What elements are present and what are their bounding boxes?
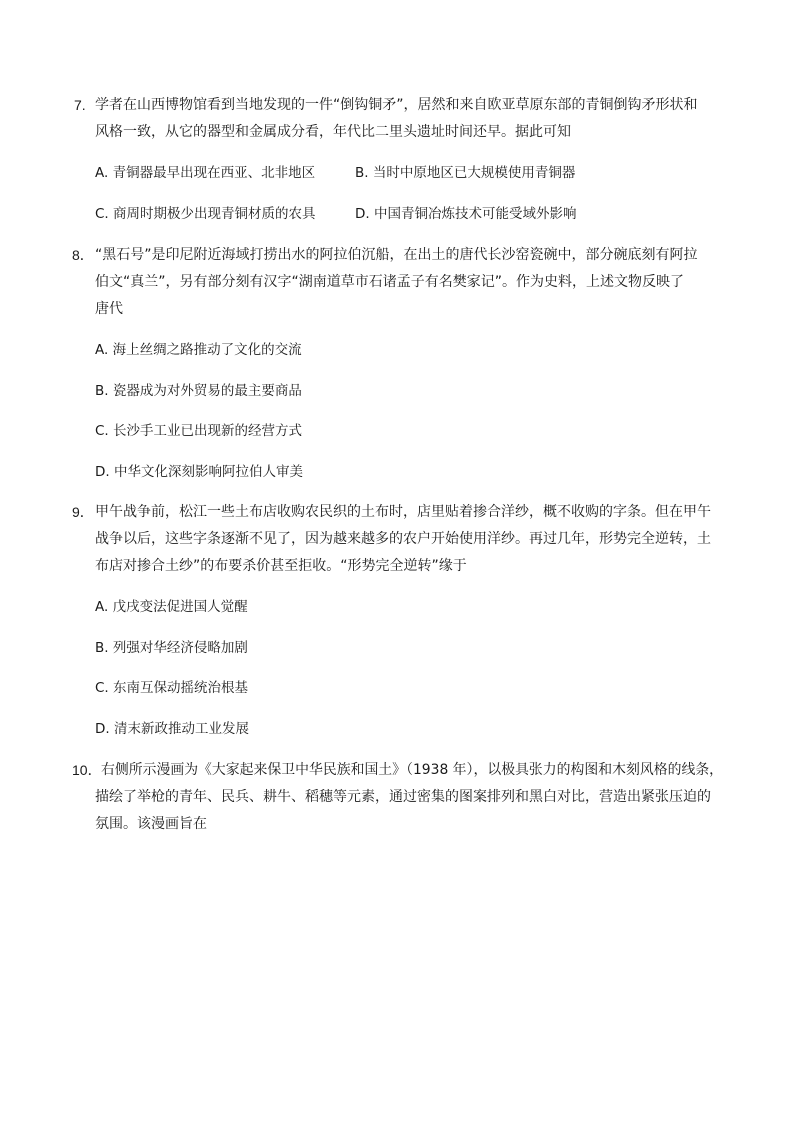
question-8-option-a: A. 海上丝绸之路推动了文化的交流 [95,342,302,358]
question-9-option-d: D. 清末新政推动工业发展 [95,721,249,737]
question-9-stem-line-1: 甲午战争前，松江一些土布店收购农民织的土布时，店里贴着掺合洋纱，概不收购的字条。但在甲午 [95,504,711,520]
question-8-stem-line-1: “黑石号”是印尼附近海域打捞出水的阿拉伯沉船，在出土的唐代长沙窑瓷碗中，部分碗底刻有阿拉 [95,247,698,263]
question-10-stem-line-3: 氛围。该漫画旨在 [95,816,207,832]
question-9-stem-line-3: 布店对掺合土纱”的布要杀价甚至拒收。“形势完全逆转”缘于 [95,558,467,574]
question-9-number: 9． [72,504,94,520]
question-9-option-a: A. 戊戌变法促进国人觉醒 [95,599,248,615]
question-8-option-b: B. 瓷器成为对外贸易的最主要商品 [95,383,302,399]
question-7-option-d: D. 中国青铜冶炼技术可能受域外影响 [355,206,577,222]
question-10-stem-line-2: 描绘了举枪的青年、民兵、耕牛、稻穗等元素，通过密集的图案排列和黑白对比，营造出紧张压迫的 [95,789,711,805]
question-8-option-c: C. 长沙手工业已出现新的经营方式 [95,423,303,439]
question-8-number: 8． [72,247,94,263]
question-7-option-b: B. 当时中原地区已大规模使用青铜器 [355,165,576,181]
question-7-option-c: C. 商周时期极少出现青铜材质的农具 [95,206,316,222]
question-7-stem-line-2: 风格一致，从它的器型和金属成分看，年代比二里头遗址时间还早。据此可知 [95,124,571,140]
question-7-stem-line-1: 学者在山西博物馆看到当地发现的一件“倒钩铜矛”，居然和来自欧亚草原东部的青铜倒钩矛形状和 [95,97,698,113]
question-9-stem-line-2: 战争以后，这些字条逐渐不见了，因为越来越多的农户开始使用洋纱。再过几年，形势完全逆转，土 [95,531,711,547]
question-8-stem-line-2: 伯文“真兰”，另有部分刻有汉字“湖南道草市石诸孟子有名樊家记”。作为史料，上述文物反映了 [95,274,685,290]
question-7-number: 7. [74,97,86,113]
question-7-option-a: A. 青铜器最早出现在西亚、北非地区 [95,165,316,181]
question-8-option-d: D. 中华文化深刻影响阿拉伯人审美 [95,464,303,480]
question-9-option-c: C. 东南互保动摇统治根基 [95,680,249,696]
question-9-option-b: B. 列强对华经济侵略加剧 [95,640,248,656]
question-10-stem-line-1: 右侧所示漫画为《大家起来保卫中华民族和国土》（1938 年），以极具张力的构图和木刻风格的线条， [101,762,724,778]
question-8-stem-line-3: 唐代 [95,301,123,317]
question-10-number: 10． [72,762,102,778]
